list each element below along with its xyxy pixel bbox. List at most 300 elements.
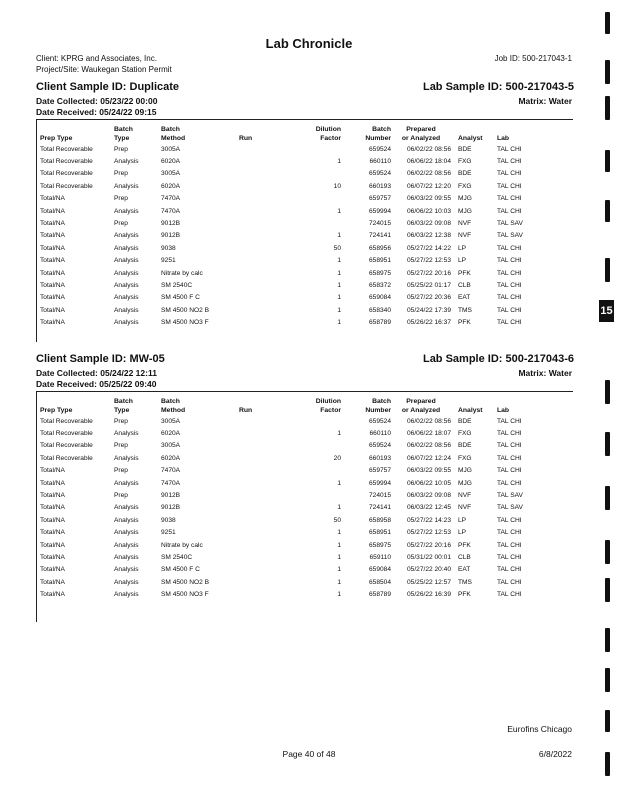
cell-batch-type: Analysis — [114, 158, 139, 166]
cell-prepared-analyzed: 05/27/22 14:23 — [407, 516, 451, 524]
cell-prep-type: Total/NA — [40, 244, 65, 252]
cell-batch-number: 724015 — [368, 492, 391, 500]
cell-lab: TAL CHI — [497, 566, 522, 574]
cell-dilution-factor: 1 — [337, 430, 341, 438]
cell-analyst: EAT — [458, 294, 471, 302]
cell-prepared-analyzed: 06/07/22 12:24 — [407, 454, 451, 462]
cell-batch-type: Analysis — [114, 578, 139, 586]
cell-prepared-analyzed: 05/25/22 12:57 — [407, 578, 451, 586]
cell-dilution-factor: 1 — [337, 479, 341, 487]
edge-tab-mark — [605, 60, 610, 84]
cell-prepared-analyzed: 05/31/22 00:01 — [407, 553, 451, 561]
cell-run — [239, 143, 291, 155]
cell-analyst: CLB — [458, 553, 471, 561]
lab-chronicle-table — [40, 125, 537, 329]
cell-prep-type: Total/NA — [40, 319, 65, 327]
table-row — [40, 564, 537, 576]
col-run: Run — [239, 135, 253, 142]
edge-tab-mark — [605, 432, 610, 456]
cell-analyst: LP — [458, 257, 467, 265]
cell-batch-type: Analysis — [114, 244, 139, 252]
cell-batch-method: 3005A — [161, 417, 181, 425]
cell-prep-type: Total/NA — [40, 207, 65, 215]
cell-batch-number: 658372 — [368, 281, 391, 289]
cell-run — [239, 180, 291, 192]
cell-batch-number: 659994 — [368, 479, 391, 487]
cell-analyst: MJG — [458, 195, 472, 203]
cell-batch-number: 659524 — [368, 170, 391, 178]
cell-lab: TAL CHI — [497, 170, 522, 178]
lab-chronicle-table — [40, 397, 537, 601]
cell-batch-number: 660193 — [368, 182, 391, 190]
cell-analyst: NVF — [458, 232, 472, 240]
cell-lab: TAL CHI — [497, 541, 522, 549]
table-row — [40, 242, 537, 254]
col-analyst: Analyst — [458, 407, 483, 414]
footer-date: 6/8/2022 — [538, 749, 572, 759]
cell-dilution-factor: 1 — [337, 232, 341, 240]
section-left-border — [36, 392, 37, 622]
cell-prepared-analyzed: 06/06/22 18:04 — [407, 158, 451, 166]
cell-batch-method: 7470A — [161, 467, 181, 475]
cell-batch-method: SM 4500 NO2 B — [161, 306, 210, 314]
cell-batch-type: Analysis — [114, 591, 139, 599]
cell-batch-number: 658951 — [368, 529, 391, 537]
table-row — [40, 427, 537, 439]
cell-lab: TAL CHI — [497, 281, 522, 289]
col-lab: Lab — [497, 135, 510, 142]
cell-dilution-factor: 1 — [337, 504, 341, 512]
cell-prep-type: Total/NA — [40, 516, 65, 524]
cell-batch-method: Nitrate by calc — [161, 541, 203, 549]
cell-prepared-analyzed: 06/06/22 18:07 — [407, 430, 451, 438]
cell-batch-type: Analysis — [114, 319, 139, 327]
cell-batch-method: SM 2540C — [161, 553, 193, 561]
cell-batch-type: Prep — [114, 467, 128, 475]
cell-run — [239, 427, 291, 439]
table-row — [40, 292, 537, 304]
table-row — [40, 279, 537, 291]
cell-analyst: LP — [458, 529, 467, 537]
cell-prepared-analyzed: 05/26/22 16:39 — [407, 591, 451, 599]
cell-prepared-analyzed: 05/27/22 14:22 — [407, 244, 451, 252]
col-batch-number: Batch Number — [365, 398, 391, 414]
cell-analyst: FXG — [458, 430, 472, 438]
cell-batch-type: Prep — [114, 492, 128, 500]
section-left-border — [36, 120, 37, 342]
edge-tab-mark — [605, 96, 610, 120]
cell-run — [239, 155, 291, 167]
cell-prep-type: Total/NA — [40, 220, 65, 228]
cell-batch-type: Analysis — [114, 541, 139, 549]
cell-batch-method: SM 4500 NO2 B — [161, 578, 210, 586]
cell-lab: TAL CHI — [497, 430, 522, 438]
edge-tab-mark — [605, 12, 610, 34]
cell-run — [239, 527, 291, 539]
cell-batch-number: 658340 — [368, 306, 391, 314]
edge-tab-mark — [605, 258, 610, 282]
footer-page-number: Page 40 of 48 — [282, 749, 336, 759]
cell-dilution-factor: 1 — [337, 541, 341, 549]
lab-sample-id: Lab Sample ID: 500-217043-6 — [422, 353, 574, 365]
cell-prep-type: Total/NA — [40, 257, 65, 265]
cell-run — [239, 242, 291, 254]
cell-batch-method: 9038 — [161, 244, 176, 252]
table-row — [40, 255, 537, 267]
table-row — [40, 489, 537, 501]
cell-prepared-analyzed: 05/27/22 20:16 — [407, 269, 451, 277]
cell-batch-method: 9012B — [161, 220, 181, 228]
cell-batch-method: 9251 — [161, 529, 176, 537]
page-title: Lab Chronicle — [265, 36, 353, 51]
cell-prepared-analyzed: 06/03/22 12:38 — [407, 232, 451, 240]
cell-prep-type: Total/NA — [40, 566, 65, 574]
table-row — [40, 551, 537, 563]
cell-lab: TAL CHI — [497, 467, 522, 475]
cell-prepared-analyzed: 05/27/22 20:16 — [407, 541, 451, 549]
cell-dilution-factor — [291, 217, 347, 229]
cell-lab: TAL CHI — [497, 269, 522, 277]
cell-run — [239, 502, 291, 514]
table-row — [40, 143, 537, 155]
cell-dilution-factor: 1 — [337, 281, 341, 289]
cell-dilution-factor: 1 — [337, 306, 341, 314]
cell-dilution-factor: 1 — [337, 553, 341, 561]
cell-analyst: CLB — [458, 281, 471, 289]
cell-run — [239, 255, 291, 267]
cell-run — [239, 576, 291, 588]
cell-dilution-factor: 1 — [337, 578, 341, 586]
cell-analyst: PFK — [458, 591, 471, 599]
cell-prep-type: Total/NA — [40, 479, 65, 487]
cell-batch-number: 658504 — [368, 578, 391, 586]
cell-batch-number: 658951 — [368, 257, 391, 265]
cell-lab: TAL SAV — [497, 504, 523, 512]
cell-prep-type: Total/NA — [40, 578, 65, 586]
cell-dilution-factor: 1 — [337, 566, 341, 574]
col-batch-method: Batch Method — [161, 126, 186, 142]
cell-lab: TAL CHI — [497, 591, 522, 599]
cell-batch-method: 9251 — [161, 257, 176, 265]
cell-dilution-factor — [291, 489, 347, 501]
cell-batch-method: 6020A — [161, 430, 181, 438]
cell-prep-type: Total/NA — [40, 195, 65, 203]
cell-run — [239, 588, 291, 600]
footer-company: Eurofins Chicago — [507, 724, 572, 734]
cell-prep-type: Total/NA — [40, 541, 65, 549]
cell-batch-type: Analysis — [114, 269, 139, 277]
cell-prep-type: Total Recoverable — [40, 417, 93, 425]
cell-analyst: MJG — [458, 479, 472, 487]
cell-prep-type: Total/NA — [40, 294, 65, 302]
cell-analyst: BDE — [458, 145, 472, 153]
cell-prepared-analyzed: 06/02/22 08:56 — [407, 170, 451, 178]
cell-lab: TAL CHI — [497, 442, 522, 450]
cell-dilution-factor: 20 — [333, 454, 341, 462]
cell-prep-type: Total/NA — [40, 553, 65, 561]
edge-tab-mark — [605, 668, 610, 692]
cell-batch-method: SM 2540C — [161, 281, 193, 289]
cell-prep-type: Total/NA — [40, 529, 65, 537]
col-batch-number: Batch Number — [365, 126, 391, 142]
cell-analyst: LP — [458, 244, 467, 252]
cell-batch-method: SM 4500 F C — [161, 294, 200, 302]
col-lab: Lab — [497, 407, 510, 414]
cell-batch-method: 7470A — [161, 195, 181, 203]
table-row — [40, 304, 537, 316]
cell-analyst: NVF — [458, 504, 472, 512]
cell-batch-method: 3005A — [161, 170, 181, 178]
cell-analyst: BDE — [458, 442, 472, 450]
cell-lab: TAL CHI — [497, 257, 522, 265]
cell-lab: TAL CHI — [497, 553, 522, 561]
cell-batch-type: Prep — [114, 170, 128, 178]
cell-dilution-factor — [291, 440, 347, 452]
cell-prep-type: Total Recoverable — [40, 182, 93, 190]
cell-run — [239, 440, 291, 452]
cell-batch-method: 3005A — [161, 145, 181, 153]
cell-batch-number: 659084 — [368, 566, 391, 574]
cell-batch-number: 658789 — [368, 591, 391, 599]
cell-prepared-analyzed: 06/07/22 12:20 — [407, 182, 451, 190]
table-row — [40, 217, 537, 229]
cell-prepared-analyzed: 05/27/22 12:53 — [407, 257, 451, 265]
cell-prepared-analyzed: 06/03/22 09:08 — [407, 220, 451, 228]
cell-prep-type: Total/NA — [40, 591, 65, 599]
cell-analyst: BDE — [458, 170, 472, 178]
cell-prepared-analyzed: 06/02/22 08:56 — [407, 145, 451, 153]
cell-prepared-analyzed: 05/24/22 17:39 — [407, 306, 451, 314]
cell-lab: TAL SAV — [497, 492, 523, 500]
table-row — [40, 588, 537, 600]
cell-prep-type: Total Recoverable — [40, 145, 93, 153]
project-site: Project/Site: Waukegan Station Permit — [36, 65, 172, 74]
cell-run — [239, 514, 291, 526]
edge-tab-mark — [605, 752, 610, 776]
cell-analyst: NVF — [458, 492, 472, 500]
cell-analyst: MJG — [458, 207, 472, 215]
cell-prep-type: Total Recoverable — [40, 442, 93, 450]
section-divider — [36, 391, 573, 392]
cell-batch-method: 9012B — [161, 504, 181, 512]
cell-batch-number: 724015 — [368, 220, 391, 228]
cell-lab: TAL CHI — [497, 516, 522, 524]
cell-batch-type: Analysis — [114, 182, 139, 190]
cell-prepared-analyzed: 06/06/22 10:05 — [407, 479, 451, 487]
table-row — [40, 168, 537, 180]
cell-lab: TAL CHI — [497, 479, 522, 487]
cell-prepared-analyzed: 06/02/22 08:56 — [407, 442, 451, 450]
cell-batch-number: 659524 — [368, 417, 391, 425]
cell-run — [239, 267, 291, 279]
cell-analyst: FXG — [458, 182, 472, 190]
col-prepared-analyzed: Prepared or Analyzed — [401, 126, 441, 142]
date-collected: Date Collected: 05/23/22 00:00 — [36, 96, 158, 106]
cell-batch-method: Nitrate by calc — [161, 269, 203, 277]
cell-dilution-factor: 1 — [337, 257, 341, 265]
cell-batch-method: 9012B — [161, 492, 181, 500]
cell-dilution-factor: 1 — [337, 529, 341, 537]
edge-tab-mark — [605, 486, 610, 510]
cell-prep-type: Total Recoverable — [40, 454, 93, 462]
cell-lab: TAL CHI — [497, 195, 522, 203]
edge-tab-mark — [605, 150, 610, 172]
cell-prep-type: Total/NA — [40, 504, 65, 512]
cell-batch-number: 658958 — [368, 516, 391, 524]
cell-run — [239, 193, 291, 205]
cell-run — [239, 551, 291, 563]
cell-batch-number: 659524 — [368, 145, 391, 153]
cell-batch-type: Analysis — [114, 529, 139, 537]
cell-analyst: LP — [458, 516, 467, 524]
cell-batch-method: SM 4500 NO3 F — [161, 591, 209, 599]
cell-run — [239, 452, 291, 464]
cell-dilution-factor: 10 — [333, 182, 341, 190]
cell-run — [239, 477, 291, 489]
cell-lab: TAL CHI — [497, 145, 522, 153]
cell-prep-type: Total/NA — [40, 492, 65, 500]
table-row — [40, 502, 537, 514]
table-row — [40, 230, 537, 242]
cell-prepared-analyzed: 05/27/22 12:53 — [407, 529, 451, 537]
cell-batch-type: Prep — [114, 442, 128, 450]
cell-run — [239, 304, 291, 316]
section-index-tab: 15 — [599, 300, 614, 322]
cell-run — [239, 316, 291, 328]
col-prep-type: Prep Type — [40, 135, 73, 142]
cell-run — [239, 168, 291, 180]
cell-prepared-analyzed: 06/03/22 09:55 — [407, 195, 451, 203]
cell-prepared-analyzed: 05/27/22 20:40 — [407, 566, 451, 574]
cell-batch-method: 7470A — [161, 207, 181, 215]
cell-prepared-analyzed: 06/03/22 09:08 — [407, 492, 451, 500]
edge-tab-mark — [605, 200, 610, 222]
cell-dilution-factor: 1 — [337, 294, 341, 302]
edge-tab-mark — [605, 628, 610, 652]
cell-analyst: PFK — [458, 269, 471, 277]
cell-lab: TAL CHI — [497, 158, 522, 166]
cell-batch-number: 659524 — [368, 442, 391, 450]
cell-batch-method: 9012B — [161, 232, 181, 240]
col-dilution-factor: Dilution Factor — [315, 126, 341, 142]
matrix: Matrix: Water — [518, 96, 572, 106]
cell-batch-type: Analysis — [114, 257, 139, 265]
edge-tab-mark — [605, 710, 610, 732]
cell-batch-type: Analysis — [114, 553, 139, 561]
client-sample-id: Client Sample ID: MW-05 — [36, 353, 165, 365]
cell-run — [239, 489, 291, 501]
cell-dilution-factor: 1 — [337, 319, 341, 327]
cell-batch-method: 6020A — [161, 454, 181, 462]
cell-batch-type: Analysis — [114, 207, 139, 215]
cell-batch-number: 659757 — [368, 467, 391, 475]
cell-lab: TAL CHI — [497, 207, 522, 215]
table-row — [40, 193, 537, 205]
cell-run — [239, 539, 291, 551]
table-row — [40, 415, 537, 427]
cell-batch-method: 6020A — [161, 182, 181, 190]
table-header-row — [40, 125, 537, 143]
cell-analyst: PFK — [458, 541, 471, 549]
cell-prep-type: Total/NA — [40, 281, 65, 289]
col-batch-method: Batch Method — [161, 398, 186, 414]
table-row — [40, 452, 537, 464]
col-batch-type: Batch Type — [114, 126, 133, 142]
cell-run — [239, 292, 291, 304]
cell-dilution-factor: 50 — [333, 244, 341, 252]
cell-lab: TAL CHI — [497, 454, 522, 462]
cell-batch-type: Analysis — [114, 516, 139, 524]
cell-dilution-factor: 1 — [337, 591, 341, 599]
cell-prep-type: Total/NA — [40, 467, 65, 475]
table-row — [40, 514, 537, 526]
col-prepared-analyzed: Prepared or Analyzed — [401, 398, 441, 414]
cell-prep-type: Total Recoverable — [40, 158, 93, 166]
cell-analyst: TMS — [458, 306, 472, 314]
table-row — [40, 316, 537, 328]
cell-batch-method: 3005A — [161, 442, 181, 450]
date-collected: Date Collected: 05/24/22 12:11 — [36, 368, 157, 378]
cell-lab: TAL SAV — [497, 232, 523, 240]
cell-run — [239, 205, 291, 217]
cell-batch-number: 724141 — [368, 232, 391, 240]
cell-lab: TAL CHI — [497, 182, 522, 190]
client-sample-id: Client Sample ID: Duplicate — [36, 81, 180, 93]
table-header-row — [40, 397, 537, 415]
edge-tab-mark — [605, 540, 610, 564]
lab-sample-id: Lab Sample ID: 500-217043-5 — [422, 81, 574, 93]
table-row — [40, 527, 537, 539]
cell-run — [239, 465, 291, 477]
job-id: Job ID: 500-217043-1 — [494, 54, 572, 63]
cell-analyst: NVF — [458, 220, 472, 228]
cell-batch-method: 9038 — [161, 516, 176, 524]
cell-prep-type: Total/NA — [40, 306, 65, 314]
cell-prepared-analyzed: 06/02/22 08:56 — [407, 417, 451, 425]
col-dilution-factor: Dilution Factor — [315, 398, 341, 414]
cell-batch-method: SM 4500 NO3 F — [161, 319, 209, 327]
cell-lab: TAL CHI — [497, 578, 522, 586]
cell-lab: TAL CHI — [497, 319, 522, 327]
cell-batch-type: Analysis — [114, 306, 139, 314]
cell-dilution-factor — [291, 465, 347, 477]
cell-batch-number: 660193 — [368, 454, 391, 462]
cell-dilution-factor — [291, 143, 347, 155]
cell-batch-type: Analysis — [114, 232, 139, 240]
cell-run — [239, 279, 291, 291]
cell-batch-number: 660110 — [369, 158, 391, 166]
cell-dilution-factor: 1 — [337, 269, 341, 277]
cell-batch-number: 658975 — [368, 269, 391, 277]
cell-run — [239, 217, 291, 229]
date-received: Date Received: 05/24/22 09:15 — [36, 107, 157, 117]
cell-batch-type: Prep — [114, 195, 128, 203]
date-received: Date Received: 05/25/22 09:40 — [36, 379, 157, 389]
cell-batch-type: Prep — [114, 220, 128, 228]
cell-prepared-analyzed: 06/03/22 12:45 — [407, 504, 451, 512]
cell-batch-number: 659994 — [368, 207, 391, 215]
table-row — [40, 539, 537, 551]
cell-prep-type: Total/NA — [40, 269, 65, 277]
col-batch-type: Batch Type — [114, 398, 133, 414]
cell-dilution-factor: 1 — [337, 158, 341, 166]
col-prep-type: Prep Type — [40, 407, 73, 414]
edge-tab-mark — [605, 578, 610, 602]
cell-prepared-analyzed: 06/06/22 10:03 — [407, 207, 451, 215]
cell-prep-type: Total/NA — [40, 232, 65, 240]
cell-run — [239, 415, 291, 427]
cell-lab: TAL CHI — [497, 244, 522, 252]
